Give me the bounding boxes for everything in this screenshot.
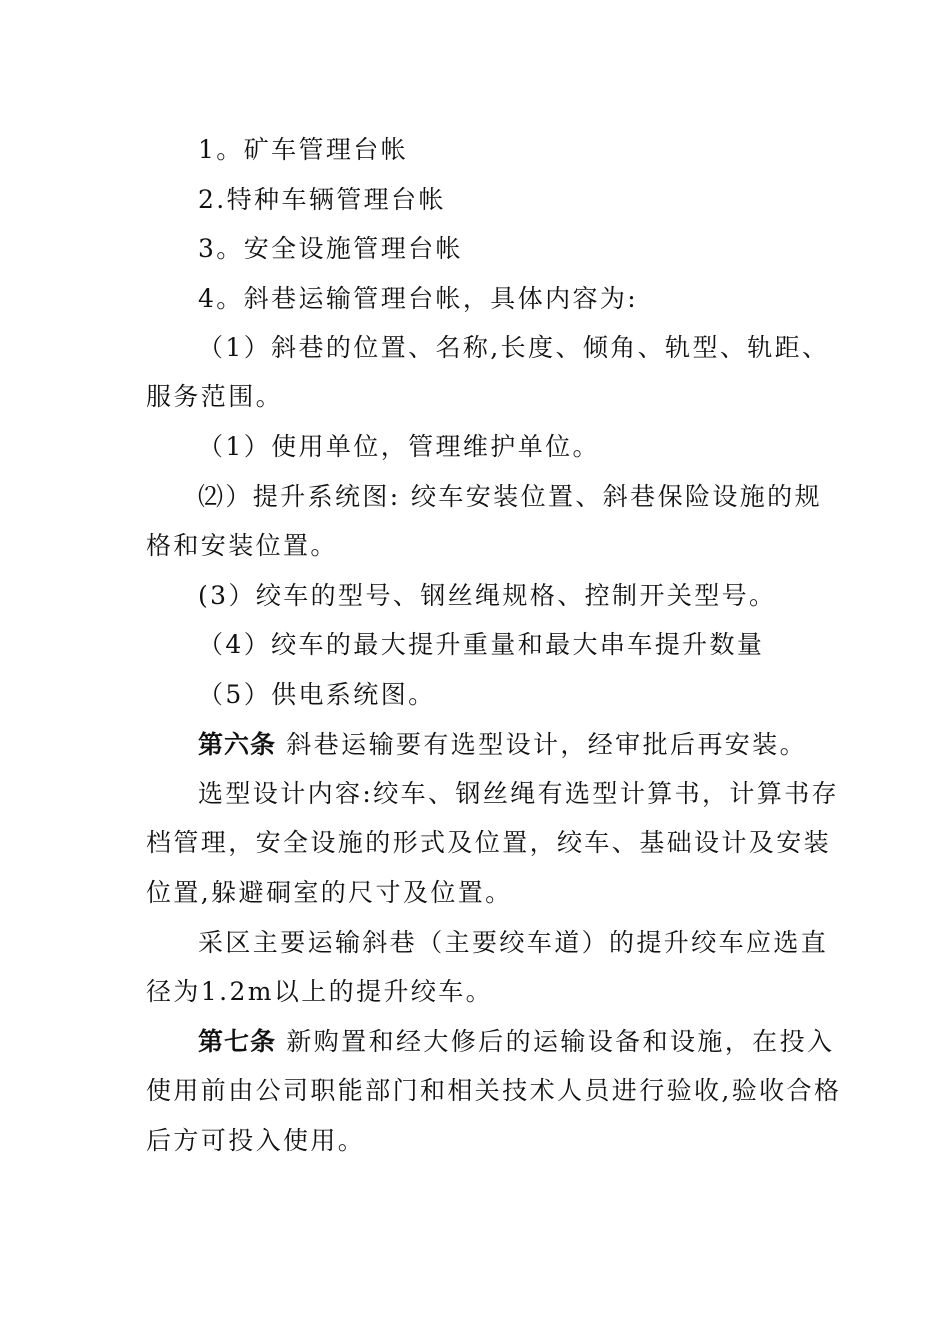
paragraph-line: 位置,躲避硐室的尺寸及位置。 xyxy=(146,878,513,907)
article-heading: 第七条 xyxy=(198,1027,277,1056)
paragraph-line: 后方可投入使用。 xyxy=(146,1126,366,1155)
article-seven-paragraph xyxy=(198,1026,834,1058)
article-heading: 第六条 xyxy=(198,730,277,759)
paragraph-line: （1）斜巷的位置、名称,长度、倾角、轨型、轨距、 xyxy=(198,333,830,362)
paragraph-line: 2.特种车辆管理台帐 xyxy=(198,185,446,214)
paragraph-line: 选型设计内容:绞车、钢丝绳有选型计算书，计算书存 xyxy=(198,779,840,808)
paragraph-line: 1。矿车管理台帐 xyxy=(198,135,409,164)
article-six-paragraph xyxy=(198,729,807,761)
paragraph-line: 档管理，安全设施的形式及位置，绞车、基础设计及安装 xyxy=(146,828,832,857)
paragraph-line: 3。安全设施管理台帐 xyxy=(198,234,463,263)
paragraph-line: （1）使用单位，管理维护单位。 xyxy=(198,432,600,461)
paragraph-line: 使用前由公司职能部门和相关技术人员进行验收,验收合格 xyxy=(146,1076,842,1105)
paragraph-line: （5）供电系统图。 xyxy=(198,680,436,709)
paragraph-line: （4）绞车的最大提升重量和最大串车提升数量 xyxy=(198,630,765,659)
paragraph-line: 径为1.2m以上的提升绞车。 xyxy=(146,977,494,1006)
paragraph-line: (3）绞车的型号、钢丝绳规格、控制开关型号。 xyxy=(198,581,777,610)
paragraph-line: 4。斜巷运输管理台帐，具体内容为: xyxy=(198,284,639,313)
paragraph-line: 格和安装位置。 xyxy=(146,531,338,560)
article-text: 新购置和经大修后的运输设备和设施，在投入 xyxy=(286,1027,835,1056)
paragraph-line: 服务范围。 xyxy=(146,382,284,411)
paragraph-line: ⑵）提升系统图: 绞车安装位置、斜巷保险设施的规 xyxy=(198,482,822,511)
paragraph-line: 采区主要运输斜巷（主要绞车道）的提升绞车应选直 xyxy=(198,928,829,957)
article-text: 斜巷运输要有选型设计，经审批后再安装。 xyxy=(286,730,807,759)
